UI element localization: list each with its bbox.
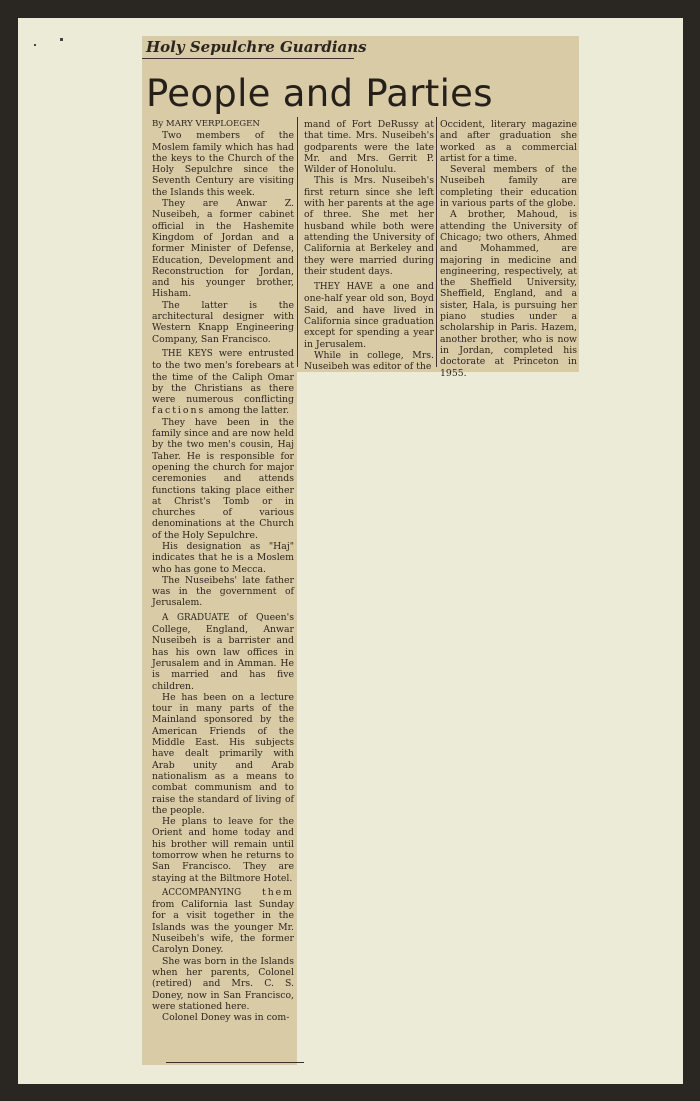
byline: By MARY VERPLOEGEN (152, 119, 260, 129)
paragraph-text: among the latter. (205, 405, 290, 417)
paragraph: The latter is the architectural designer with Western Knapp Engineering Company, San Francisco. (152, 299, 294, 345)
paragraph: A brother, Mahoud, is attending the University of Chicago; two others, Ahmed and Mohammed, are majoring in medicine and engineering, respectively, at the Sheffield University, Sheffield, England, and a sister, Hala, is pursuing her piano studies under a scholarship in Paris. Hazem, another brother, who is now in Jordan, completed his doctorate at Princeton in 1955. (440, 209, 577, 379)
article-column-1 (152, 119, 294, 1023)
article-column-2 (304, 119, 434, 373)
paragraph: Colonel Doney was in com- (162, 1012, 290, 1024)
paragraph-text: of Queen's College, England, Anwar Nuseibeh is a barrister and has his own law offices in Jerusalem and in Amman. He is married and has five children. (152, 611, 294, 692)
section-paragraph (152, 612, 294, 692)
paragraph-text: factions (152, 405, 206, 417)
paragraph: Several members of the Nuseibeh family are completing their education in various parts of the globe. (440, 164, 577, 210)
paragraph: The Nuseibehs' late father was in the government of Jerusalem. (152, 574, 294, 609)
paragraph: mand of Fort DeRussy at that time. Mrs. Nuseibeh's godparents were the late Mr. and Mrs. Gerrit P. Wilder of Honolulu. (304, 119, 434, 176)
paragraph: Two members of the Moslem family which has had the keys to the Church of the Holy Sepulchre since the Seventh Century are visiting the Islands this week. (152, 130, 294, 198)
section-paragraph (152, 887, 294, 956)
column-divider (436, 117, 437, 367)
board-speck (60, 38, 63, 41)
page-title: People and Parties (146, 72, 493, 115)
paragraph: His designation as "Haj" indicates that he is a Moslem who has gone to Mecca. (152, 540, 294, 575)
kicker-headline: Holy Sepulchre Guardians (146, 38, 367, 56)
end-rule (166, 1062, 304, 1063)
section-lead: THEY HAVE (314, 282, 373, 293)
paragraph-text: a one and one-half year old son, Boyd Said, and have lived in California since graduation except for spending a year in Jerusalem. (304, 281, 434, 350)
column-divider (297, 117, 298, 367)
paragraph: Occident, literary magazine and after graduation she worked as a commercial artist for a time. (440, 119, 577, 164)
section-lead: THE KEYS (162, 348, 213, 359)
paragraph: They are Anwar Z. Nuseibeh, a former cabinet official in the Hashemite Kingdom of Jordan and a former Minister of Defense, Education, Development and Reconstruction for Jordan, and his younger brother, Hisham. (152, 198, 294, 300)
board-speck (34, 44, 36, 46)
paragraph-text: from California last Sunday for a visit together in the Islands was the younger Mr. Nuseibeh's wife, the former Carolyn Doney. (152, 899, 294, 956)
section-lead: ACCOMPANYING (162, 887, 242, 898)
article-column-3 (440, 119, 577, 379)
section-paragraph (304, 281, 434, 350)
paragraph: She was born in the Islands when her parents, Colonel (retired) and Mrs. C. S. Doney, now in San Francisco, were stationed here. (152, 955, 294, 1012)
kicker-rule (142, 58, 354, 59)
paragraph: He plans to leave for the Orient and home today and his brother will remain until tomorrow when he returns to San Francisco. They are staying at the Biltmore Hotel. (152, 816, 294, 884)
paragraph: They have been in the family since and are now held by the two men's cousin, Haj Taher. He is responsible for opening the church for major ceremonies and attends functions taking place either at Christ's Tomb or in churches of various denominations at the Church of the Holy Sepulchre. (152, 416, 294, 541)
paragraph: He has been on a lecture tour in many parts of the Mainland sponsored by the American Friends of the Middle East. His subjects have dealt primarily with Arab unity and Arab nationalism as a means to combat communism and to raise the standard of living of the people. (152, 691, 294, 816)
paragraph: This is Mrs. Nuseibeh's first return since she left with her parents at the age of three. She met her husband while both were attending the University of California at Berkeley and they were married during their student days. (304, 175, 434, 277)
paragraph-text: were entrusted to the two men's forebears at the time of the Caliph Omar by the Christians as there were numerous conflicting (152, 347, 294, 406)
paragraph-text: them (261, 886, 294, 898)
section-lead: A GRADUATE (162, 612, 230, 623)
section-paragraph (152, 348, 294, 417)
paragraph: While in college, Mrs. Nuseibeh was editor of the (304, 349, 434, 373)
